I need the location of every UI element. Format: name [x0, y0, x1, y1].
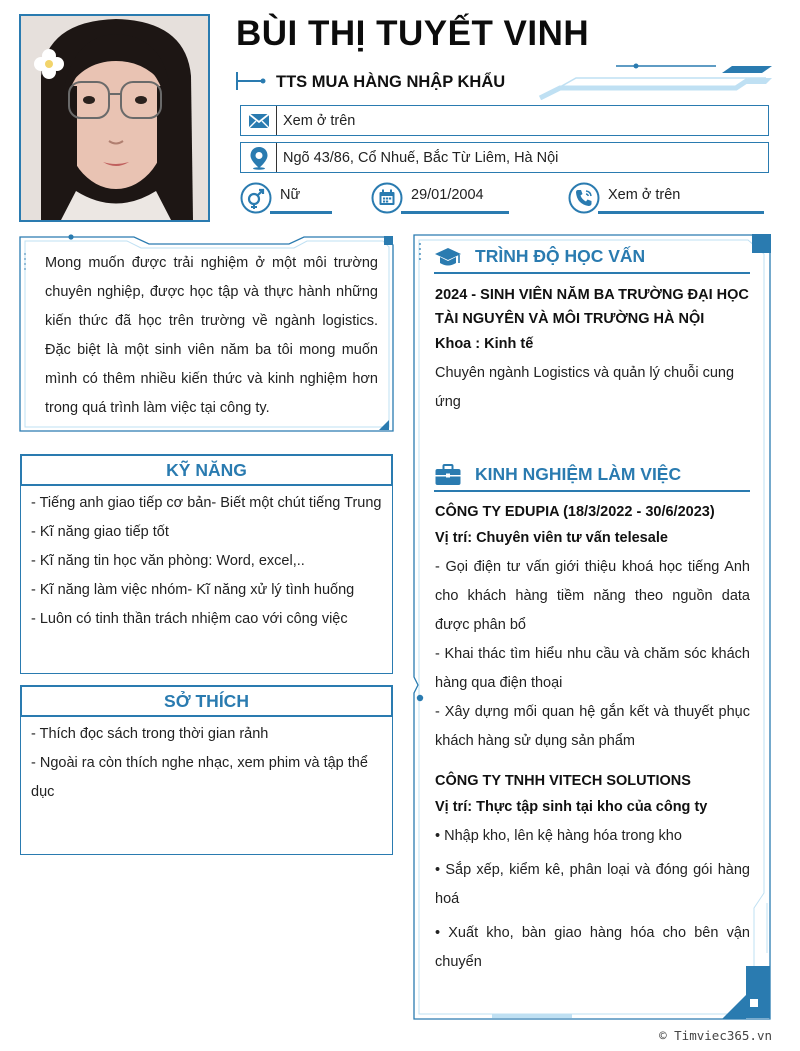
birthday-underline: [401, 211, 509, 214]
phone-value: Xem ở trên: [608, 187, 681, 203]
job-position: Vị trí: Thực tập sinh tại kho của công ty: [435, 799, 708, 815]
map-pin-icon: [241, 143, 277, 172]
hobby-item: - Ngoài ra còn thích nghe nhạc, xem phim và tập thể dục: [31, 755, 368, 800]
phone-icon: [568, 182, 600, 214]
calendar-icon: [371, 182, 403, 214]
gender-icon: [240, 182, 272, 214]
education-school: 2024 - SINH VIÊN NĂM BA TRƯỜNG ĐẠI HỌC TÀI NGUYÊN VÀ MÔI TRƯỜNG HÀ NỘI: [435, 287, 749, 327]
job-company: CÔNG TY EDUPIA (18/3/2022 - 30/6/2023): [435, 504, 715, 520]
job-task: - Xây dựng mối quan hệ gắn kết và thuyết phục khách hàng sử dụng sản phẩm: [435, 704, 750, 749]
skill-item: - Kĩ năng làm việc nhóm- Kĩ năng xử lý tình huống: [31, 582, 355, 598]
objective-text: Mong muốn được trải nghiệm ở một môi trường chuyên nghiệp, được học tập và thực hành những kiến thức đã học trên trường về ngành logistics. Đặc biệt là một sinh viên năm ba tôi mong muốn mình có thêm nhiều kiến thức và kinh nghiệm hơn trong quá trình làm việc tại công ty.: [45, 255, 378, 416]
job-tasks: [435, 822, 750, 977]
email-value: Xem ở trên: [283, 112, 356, 129]
hobbies-section: [20, 685, 393, 855]
skill-item: - Luôn có tinh thần trách nhiệm cao với công việc: [31, 611, 348, 627]
education-faculty: Khoa : Kinh tế: [435, 336, 534, 352]
birthday-value: 29/01/2004: [411, 187, 484, 203]
skills-heading: KỸ NĂNG: [20, 454, 393, 486]
experience-header: [434, 456, 750, 492]
skills-section: [20, 454, 393, 674]
birthday-field: [371, 180, 509, 214]
header-decoration: [536, 60, 772, 100]
experience-heading: KINH NGHIỆM LÀM VIỆC: [475, 464, 682, 484]
envelope-icon: [241, 106, 277, 135]
skill-item: - Tiếng anh giao tiếp cơ bản- Biết một chút tiếng Trung: [31, 495, 382, 511]
address-row: [240, 142, 769, 173]
graduation-cap-icon: [434, 245, 462, 269]
job-task: • Xuất kho, bàn giao hàng hóa cho bên vận chuyển: [435, 925, 750, 970]
education-header: [434, 238, 750, 274]
gender-field: [240, 180, 332, 214]
briefcase-icon: [434, 463, 462, 487]
email-row: [240, 105, 769, 136]
skills-list: [21, 485, 392, 634]
candidate-name: BÙI THỊ TUYẾT VINH: [236, 14, 590, 53]
phone-underline: [598, 211, 764, 214]
gender-value: Nữ: [280, 187, 301, 203]
phone-field: [568, 180, 764, 214]
address-value: Ngõ 43/86, Cổ Nhuế, Bắc Từ Liêm, Hà Nội: [283, 149, 559, 166]
education-heading: TRÌNH ĐỘ HỌC VẤN: [475, 246, 646, 266]
gender-underline: [270, 211, 332, 214]
hobbies-list: [21, 716, 392, 807]
profile-photo: [19, 14, 210, 222]
job-company: CÔNG TY TNHH VITECH SOLUTIONS: [435, 773, 691, 789]
job-tasks: [435, 553, 750, 756]
hobby-item: - Thích đọc sách trong thời gian rảnh: [31, 726, 269, 742]
education-major: Chuyên ngành Logistics và quản lý chuỗi cung ứng: [435, 365, 735, 410]
title-line-ornament: [236, 70, 266, 92]
job-task: - Gọi điện tư vấn giới thiệu khoá học tiếng Anh cho khách hàng tiềm năng theo nguồn data được phân bổ: [435, 559, 750, 633]
job-task: - Khai thác tìm hiểu nhu cầu và chăm sóc khách hàng qua điện thoại: [435, 646, 750, 691]
footer-credit: © Timviec365.vn: [659, 1028, 772, 1043]
hobbies-heading: SỞ THÍCH: [20, 685, 393, 717]
job-title: TTS MUA HÀNG NHẬP KHẨU: [276, 73, 506, 91]
job-task: • Nhập kho, lên kệ hàng hóa trong kho: [435, 828, 682, 844]
job-task: • Sắp xếp, kiểm kê, phân loại và đóng gói hàng hoá: [435, 862, 750, 907]
skill-item: - Kĩ năng tin học văn phòng: Word, excel,..: [31, 553, 305, 569]
job-position: Vị trí: Chuyên viên tư vấn telesale: [435, 530, 668, 546]
skill-item: - Kĩ năng giao tiếp tốt: [31, 524, 169, 540]
